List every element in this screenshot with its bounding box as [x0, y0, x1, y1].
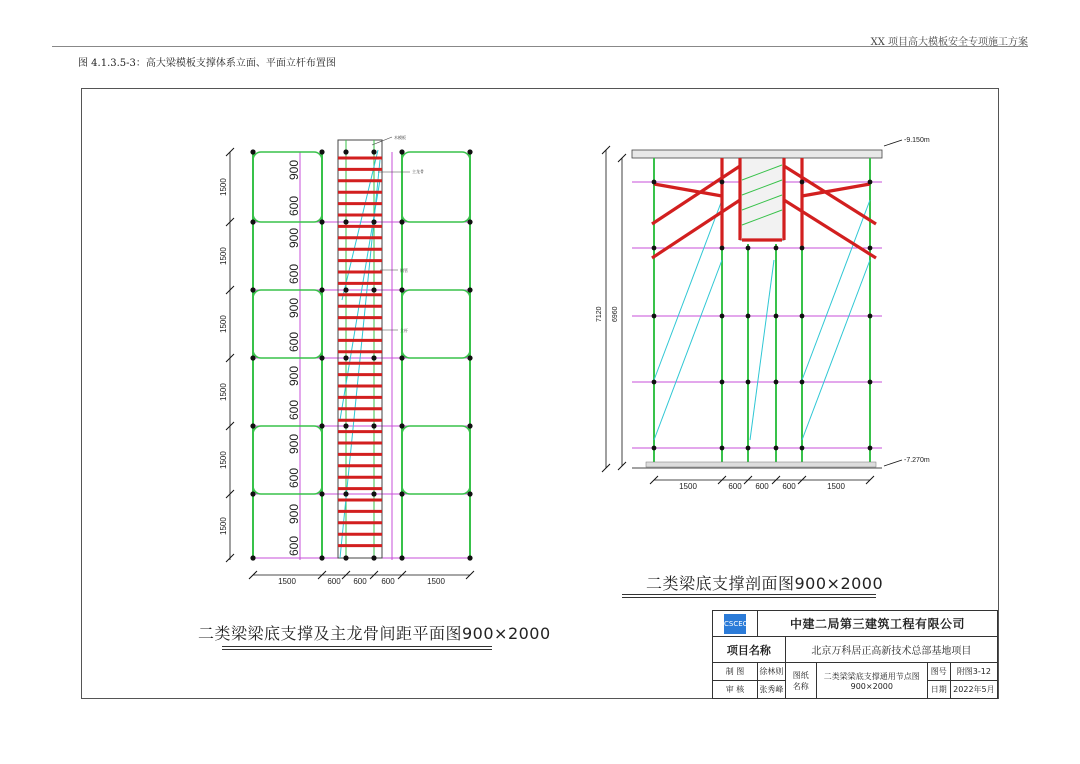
- drawing-label: [785, 663, 816, 699]
- section-node: [720, 446, 725, 451]
- section-node: [652, 380, 657, 385]
- section-node: [800, 314, 805, 319]
- post-node: [319, 423, 324, 428]
- post-node: [319, 355, 324, 360]
- drawing-name-2: 900×2000: [850, 681, 893, 691]
- post-node: [467, 355, 472, 360]
- plan-dim-y-label: 1500: [219, 451, 228, 469]
- plan-dim-y-label: 1500: [219, 315, 228, 333]
- section-node: [868, 446, 873, 451]
- post-node: [399, 149, 404, 154]
- svg-text:钢管: 钢管: [400, 268, 408, 273]
- plan-row-dim-label: 900: [287, 503, 301, 524]
- plan-title-underline: [222, 646, 492, 647]
- plan-dim-y-label: 1500: [219, 383, 228, 401]
- post-node: [250, 555, 255, 560]
- section-node: [800, 380, 805, 385]
- post-node: [250, 219, 255, 224]
- post-node: [467, 149, 472, 154]
- drawing-label-1: 图纸: [792, 670, 809, 680]
- post-node: [399, 491, 404, 496]
- post-node: [371, 219, 376, 224]
- plan-dim-y-label: 1500: [219, 178, 228, 196]
- section-view: [596, 137, 930, 491]
- post-node: [343, 287, 348, 292]
- section-node: [774, 314, 779, 319]
- post-node: [319, 287, 324, 292]
- plan-row-dim-label: 900: [287, 433, 301, 454]
- project-name: 北京万科居正高新技术总部基地项目: [785, 637, 997, 663]
- title-block: [712, 610, 998, 698]
- plan-dim-y-label: 1500: [219, 517, 228, 535]
- plan-row-dim-label: 900: [287, 365, 301, 386]
- plan-row-dim-label: 600: [287, 195, 301, 216]
- company-logo-icon: CSCEC: [724, 614, 746, 634]
- section-dim-inner: 6960: [612, 306, 619, 322]
- section-dim-total: 7120: [596, 306, 603, 322]
- post-node: [343, 149, 348, 154]
- drawing-name: [816, 663, 927, 699]
- section-node: [720, 246, 725, 251]
- post-node: [371, 555, 376, 560]
- section-node: [800, 246, 805, 251]
- plan-row-dim-label: 600: [287, 263, 301, 284]
- section-node: [800, 180, 805, 185]
- post-node: [467, 287, 472, 292]
- drawn-by: 徐林则: [758, 663, 786, 681]
- section-elev-bottom: -7.270m: [904, 457, 930, 464]
- post-node: [250, 491, 255, 496]
- number-label: 图号: [927, 663, 950, 681]
- section-dim-x-label: 1500: [827, 482, 845, 491]
- project-label: 项目名称: [713, 637, 786, 663]
- section-node: [746, 314, 751, 319]
- svg-text:主龙骨: 主龙骨: [412, 169, 424, 174]
- section-node: [800, 446, 805, 451]
- plan-row-dim-label: 900: [287, 297, 301, 318]
- post-node: [467, 555, 472, 560]
- post-node: [371, 491, 376, 496]
- post-node: [319, 219, 324, 224]
- svg-text:木模板: 木模板: [394, 135, 406, 140]
- post-node: [319, 491, 324, 496]
- section-node: [746, 446, 751, 451]
- section-node: [868, 246, 873, 251]
- post-node: [371, 149, 376, 154]
- post-node: [399, 219, 404, 224]
- post-node: [343, 219, 348, 224]
- post-node: [467, 423, 472, 428]
- post-node: [399, 287, 404, 292]
- section-node: [868, 314, 873, 319]
- post-node: [371, 355, 376, 360]
- drawing-date: 2022年5月: [950, 681, 997, 699]
- post-node: [371, 423, 376, 428]
- company-name: 中建二局第三建筑工程有限公司: [758, 611, 998, 637]
- reviewed-by: 张秀峰: [758, 681, 786, 699]
- section-node: [868, 180, 873, 185]
- date-label: 日期: [927, 681, 950, 699]
- post-node: [399, 355, 404, 360]
- section-node: [720, 180, 725, 185]
- drawn-label: 制 图: [713, 663, 758, 681]
- figure-caption: 图 4.1.3.5-3：高大梁模板支撑体系立面、平面立杆布置图: [78, 58, 336, 69]
- plan-dim-x-label: 600: [353, 577, 367, 586]
- section-node: [652, 446, 657, 451]
- post-node: [467, 491, 472, 496]
- post-node: [250, 149, 255, 154]
- plan-row-dim-label: 900: [287, 159, 301, 180]
- section-dim-x-label: 600: [755, 482, 769, 491]
- plan-dim-x-label: 600: [381, 577, 395, 586]
- post-node: [343, 423, 348, 428]
- document-header-title: XX 项目高大模板安全专项施工方案: [870, 37, 1028, 48]
- post-node: [250, 423, 255, 428]
- section-node: [868, 380, 873, 385]
- section-node: [746, 246, 751, 251]
- post-node: [343, 355, 348, 360]
- svg-text:立杆: 立杆: [400, 328, 408, 333]
- post-node: [343, 491, 348, 496]
- plan-row-dim-label: 600: [287, 399, 301, 420]
- plan-dim-x-label: 1500: [278, 577, 296, 586]
- post-node: [467, 219, 472, 224]
- section-node: [720, 380, 725, 385]
- plan-view: [219, 134, 474, 586]
- plan-row-dim-label: 600: [287, 331, 301, 352]
- section-dim-x-label: 600: [782, 482, 796, 491]
- plan-row-dim-label: 600: [287, 535, 301, 556]
- section-title-underline: [622, 594, 876, 595]
- post-node: [399, 555, 404, 560]
- post-node: [319, 555, 324, 560]
- post-node: [399, 423, 404, 428]
- plan-row-dim-label: 900: [287, 227, 301, 248]
- section-node: [746, 380, 751, 385]
- section-title-underline-2: [622, 597, 876, 598]
- drawing-label-2: 名称: [792, 681, 809, 691]
- company-logo: [713, 611, 758, 637]
- drawing-number: 附图3-12: [950, 663, 997, 681]
- section-node: [774, 380, 779, 385]
- plan-dim-y-label: 1500: [219, 247, 228, 265]
- section-title: 二类梁底支撑剖面图900×2000: [646, 574, 884, 593]
- plan-title: 二类梁梁底支撑及主龙骨间距平面图900×2000: [198, 624, 551, 643]
- plan-dim-x-label: 600: [327, 577, 341, 586]
- section-node: [720, 314, 725, 319]
- plan-row-dim-label: 600: [287, 467, 301, 488]
- section-node: [652, 314, 657, 319]
- post-node: [371, 287, 376, 292]
- section-elev-top: -9.150m: [904, 137, 930, 144]
- section-node: [652, 180, 657, 185]
- plan-title-underline-2: [222, 649, 492, 650]
- post-node: [250, 287, 255, 292]
- post-node: [250, 355, 255, 360]
- post-node: [319, 149, 324, 154]
- section-node: [774, 246, 779, 251]
- section-dim-x-label: 1500: [679, 482, 697, 491]
- post-node: [343, 555, 348, 560]
- review-label: 审 核: [713, 681, 758, 699]
- section-dim-x-label: 600: [728, 482, 742, 491]
- plan-dim-x-label: 1500: [427, 577, 445, 586]
- drawing-name-1: 二类梁梁底支撑通用节点图: [823, 671, 920, 681]
- section-node: [774, 446, 779, 451]
- section-node: [652, 246, 657, 251]
